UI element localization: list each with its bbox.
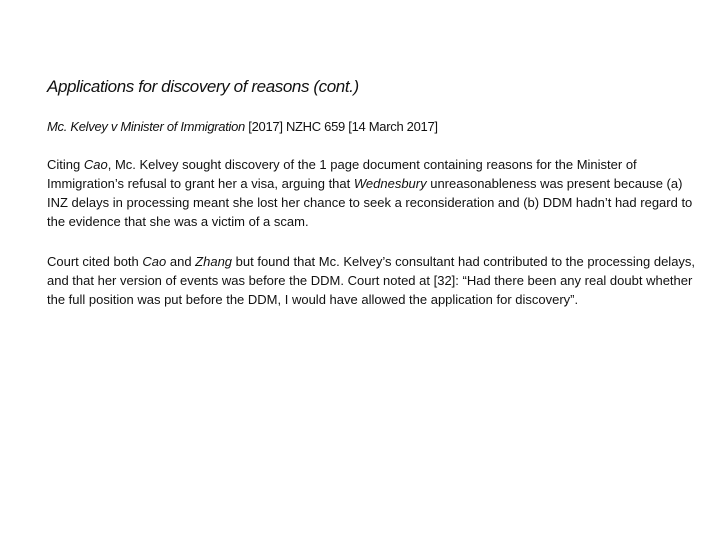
paragraph-1-case-cao: Cao xyxy=(83,157,108,172)
case-reference xyxy=(47,118,687,136)
paragraph-2-text-3: but found that Mc. Kelvey’s consultant had contributed to the processing delays, and that her version of events was before the DDM. Court noted at [32]: “Had there been any real doubt whether the full position was put before the DDM, I would have allowed the application for discovery”. xyxy=(47,254,696,307)
case-name: Mc. Kelvey v Minister of Immigration xyxy=(47,119,245,134)
paragraph-1-text-3: unreasonableness was present because (a) INZ delays in processing meant she lost her chance to seek a reconsideration and (b) DDM hadn’t had regard to the evidence that she was a victim of a scam. xyxy=(47,176,693,229)
paragraph-1-text-2: , Mc. Kelvey sought discovery of the 1 page document containing reasons for the Minister of Immigration’s refusal to grant her a visa, arguing that xyxy=(47,157,637,191)
paragraph-2 xyxy=(47,252,697,309)
paragraph-1-wednesbury: Wednesbury xyxy=(353,176,427,191)
slide-title: Applications for discovery of reasons (cont.) xyxy=(47,77,359,96)
paragraph-2-case-zhang: Zhang xyxy=(195,254,233,269)
paragraph-1-text-1: Citing xyxy=(47,157,84,172)
paragraph-2-case-cao: Cao xyxy=(142,254,167,269)
case-citation: [2017] NZHC 659 [14 March 2017] xyxy=(244,119,438,134)
paragraph-2-text-2: and xyxy=(166,254,196,269)
paragraph-1 xyxy=(47,155,697,231)
paragraph-2-text-1: Court cited both xyxy=(47,254,143,269)
